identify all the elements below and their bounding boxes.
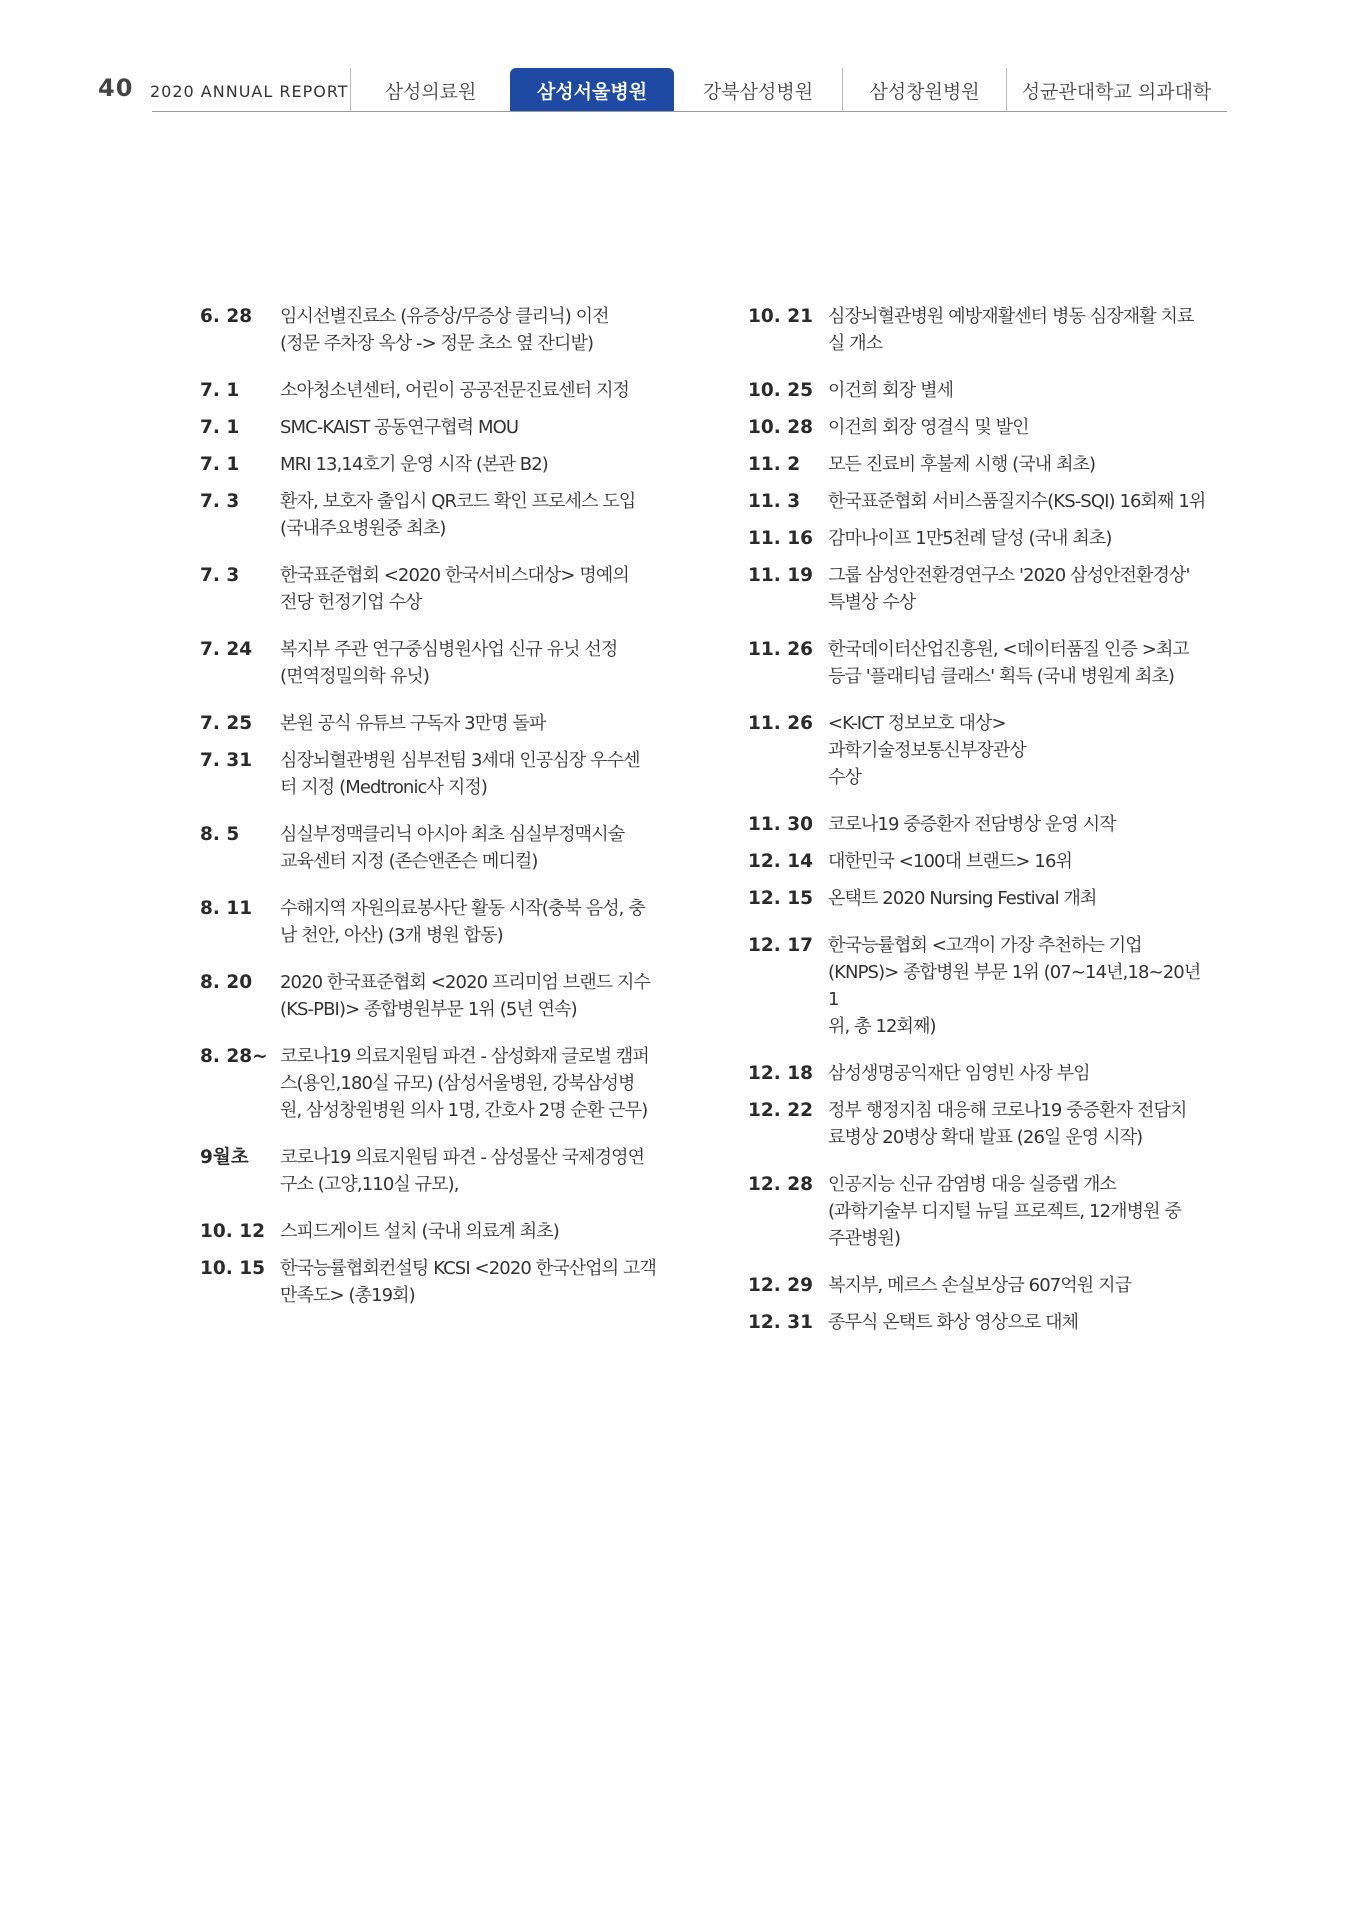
timeline-entry [748, 562, 1208, 616]
timeline-date: 12. 29 [748, 1275, 813, 1296]
timeline-entry [748, 932, 1208, 1040]
timeline-entry [200, 636, 740, 690]
timeline-description: 소아청소년센터, 어린이 공공전문진료센터 지정 [280, 380, 630, 401]
timeline-date: 10. 21 [748, 306, 813, 327]
timeline-entry [748, 1097, 1208, 1151]
timeline-description: 코로나19 중증환자 전담병상 운영 시작 [828, 814, 1116, 835]
timeline-date: 7. 1 [200, 417, 240, 438]
tab-samsung-changwon-hospital[interactable]: 삼성창원병원 [842, 68, 1006, 112]
timeline-description: 코로나19 의료지원팀 파견 - 삼성화재 글로벌 캠퍼 스(용인,180실 규모) (삼성서울병원, 강북삼성병 원, 삼성창원병원 의사 1명, 간호사 2명 순환 근무) [280, 1046, 649, 1121]
timeline-date: 7. 25 [200, 713, 253, 734]
timeline-description: 코로나19 의료지원팀 파견 - 삼성물산 국제경영연 구소 (고양,110실 규모), [280, 1147, 645, 1195]
timeline-date: 9월초 [200, 1147, 249, 1168]
timeline-description: SMC-KAIST 공동연구협력 MOU [280, 417, 519, 438]
timeline-date: 7. 3 [200, 491, 240, 512]
timeline-entry [200, 1043, 740, 1124]
timeline-entry [748, 451, 1208, 478]
timeline-description: 감마나이프 1만5천례 달성 (국내 최초) [828, 528, 1112, 549]
timeline-entry [200, 562, 740, 616]
timeline-entry [200, 1218, 740, 1245]
timeline-entry [200, 1255, 740, 1309]
timeline-date: 7. 1 [200, 454, 240, 475]
timeline-date: 8. 11 [200, 898, 253, 919]
timeline-description: 스피드게이트 설치 (국내 의료계 최초) [280, 1221, 559, 1242]
timeline-description: 대한민국 <100대 브랜드> 16위 [828, 851, 1072, 872]
timeline-description: 한국데이터산업진흥원, <데이터품질 인증 >최고 등급 '플래티넘 클래스' 획득 (국내 병원계 최초) [828, 639, 1189, 687]
timeline-date: 12. 31 [748, 1312, 813, 1333]
page-header [0, 0, 1357, 120]
timeline-description: 정부 행정지침 대응해 코로나19 중증환자 전담치 료병상 20병상 확대 발표 (26일 운영 시작) [828, 1100, 1187, 1148]
timeline-entry [200, 710, 740, 737]
timeline-date: 8. 28~ [200, 1046, 268, 1067]
timeline-description: 한국표준협회 <2020 한국서비스대상> 명예의 전당 헌정기업 수상 [280, 565, 629, 613]
timeline-entry [200, 414, 740, 441]
timeline-description: 이건희 회장 별세 [828, 380, 954, 401]
timeline-date: 7. 1 [200, 380, 240, 401]
timeline-date: 11. 19 [748, 565, 813, 586]
timeline-date: 11. 3 [748, 491, 801, 512]
timeline-entry [200, 969, 740, 1023]
timeline-entry [748, 488, 1208, 515]
timeline-entry [200, 451, 740, 478]
section-tabs [350, 68, 1226, 112]
timeline-description: 한국능률협회컨설팅 KCSI <2020 한국산업의 고객 만족도> (총19회) [280, 1258, 657, 1306]
timeline-date: 8. 20 [200, 972, 253, 993]
timeline-date: 12. 28 [748, 1174, 813, 1195]
timeline-entry [748, 885, 1208, 912]
timeline-description: 삼성생명공익재단 임영빈 사장 부임 [828, 1063, 1090, 1084]
timeline-date: 12. 22 [748, 1100, 813, 1121]
report-title: 2020 ANNUAL REPORT [150, 82, 349, 101]
timeline-entry [748, 377, 1208, 404]
timeline-entry [200, 488, 740, 542]
timeline-date: 12. 17 [748, 935, 813, 956]
timeline-date: 11. 30 [748, 814, 813, 835]
timeline-description: 종무식 온택트 화상 영상으로 대체 [828, 1312, 1079, 1333]
timeline-date: 10. 25 [748, 380, 813, 401]
timeline-description: 한국표준협회 서비스품질지수(KS-SQI) 16회째 1위 [828, 491, 1206, 512]
timeline-description: 심장뇌혈관병원 예방재활센터 병동 심장재활 치료 실 개소 [828, 306, 1194, 354]
timeline-entry [748, 636, 1208, 690]
timeline-entry [200, 377, 740, 404]
timeline-date: 8. 5 [200, 824, 240, 845]
timeline-description: 심실부정맥클리닉 아시아 최초 심실부정맥시술 교육센터 지정 (존슨앤존슨 메디컬) [280, 824, 625, 872]
timeline-date: 10. 15 [200, 1258, 265, 1279]
timeline-entry [200, 303, 740, 357]
timeline-entry [748, 525, 1208, 552]
timeline-date: 12. 15 [748, 888, 813, 909]
timeline-description: MRI 13,14호기 운영 시작 (본관 B2) [280, 454, 548, 475]
tab-samsung-medical-center[interactable]: 삼성의료원 [350, 68, 510, 112]
timeline-date: 7. 24 [200, 639, 253, 660]
timeline-entry [748, 1171, 1208, 1252]
timeline-date: 12. 14 [748, 851, 813, 872]
timeline-entry [748, 1272, 1208, 1299]
timeline-entry [748, 811, 1208, 838]
timeline-description: 이건희 회장 영결식 및 발인 [828, 417, 1029, 438]
tab-kangbuk-samsung-hospital[interactable]: 강북삼성병원 [702, 80, 814, 103]
tab-samsung-seoul-hospital[interactable]: 삼성서울병원 [510, 68, 674, 112]
timeline-description: 임시선별진료소 (유증상/무증상 클리닉) 이전 (정문 주차장 옥상 -> 정문 초소 옆 잔디밭) [280, 306, 609, 354]
header-divider [152, 111, 1227, 112]
timeline-entry [200, 747, 740, 801]
timeline-description: 모든 진료비 후불제 시행 (국내 최초) [828, 454, 1096, 475]
timeline-date: 7. 31 [200, 750, 253, 771]
timeline-entry [748, 710, 1208, 791]
timeline-entry [748, 303, 1208, 357]
timeline-date: 11. 26 [748, 639, 813, 660]
timeline-date: 11. 16 [748, 528, 813, 549]
timeline-entry [200, 1144, 740, 1198]
timeline-right-column [748, 303, 1208, 1336]
timeline-description: 수해지역 자원의료봉사단 활동 시작(충북 음성, 충 남 천안, 아산) (3개 병원 합동) [280, 898, 645, 946]
timeline-date: 7. 3 [200, 565, 240, 586]
timeline-description: 그룹 삼성안전환경연구소 '2020 삼성안전환경상' 특별상 수상 [828, 565, 1190, 613]
timeline-description: 온택트 2020 Nursing Festival 개최 [828, 888, 1097, 909]
timeline-date: 10. 12 [200, 1221, 265, 1242]
timeline-entry [200, 895, 740, 949]
page-number: 40 [98, 74, 134, 102]
timeline-entry [748, 848, 1208, 875]
timeline-date: 11. 26 [748, 713, 813, 734]
timeline-entry [748, 1060, 1208, 1087]
tab-skku-medical-school[interactable]: 성균관대학교 의과대학 [1006, 68, 1226, 112]
timeline-entry [748, 414, 1208, 441]
timeline-date: 12. 18 [748, 1063, 813, 1084]
timeline-left-column [200, 303, 740, 1309]
timeline-date: 10. 28 [748, 417, 813, 438]
timeline-description: 심장뇌혈관병원 심부전팀 3세대 인공심장 우수센 터 지정 (Medtronic사 지정) [280, 750, 640, 798]
timeline-description: <K-ICT 정보보호 대상> 과학기술정보통신부장관상 수상 [828, 713, 1026, 788]
timeline-entry [748, 1309, 1208, 1336]
timeline-entry [200, 821, 740, 875]
timeline-description: 한국능률협회 <고객이 가장 추천하는 기업 (KNPS)> 종합병원 부문 1위 (07~14년,18~20년 1 위, 총 12회째) [828, 935, 1201, 1037]
timeline-description: 복지부 주관 연구중심병원사업 신규 유닛 선정 (면역정밀의학 유닛) [280, 639, 618, 687]
timeline-description: 본원 공식 유튜브 구독자 3만명 돌파 [280, 713, 546, 734]
timeline-description: 인공지능 신규 감염병 대응 실증랩 개소 (과학기술부 디지털 뉴딜 프로젝트, 12개병원 중 주관병원) [828, 1174, 1181, 1249]
timeline-date: 11. 2 [748, 454, 801, 475]
timeline-description: 환자, 보호자 출입시 QR코드 확인 프로세스 도입 (국내주요병원중 최초) [280, 491, 636, 539]
timeline-description: 복지부, 메르스 손실보상금 607억원 지급 [828, 1275, 1132, 1296]
timeline-description: 2020 한국표준협회 <2020 프리미엄 브랜드 지수 (KS-PBI)> 종합병원부문 1위 (5년 연속) [280, 972, 651, 1020]
timeline-date: 6. 28 [200, 306, 253, 327]
